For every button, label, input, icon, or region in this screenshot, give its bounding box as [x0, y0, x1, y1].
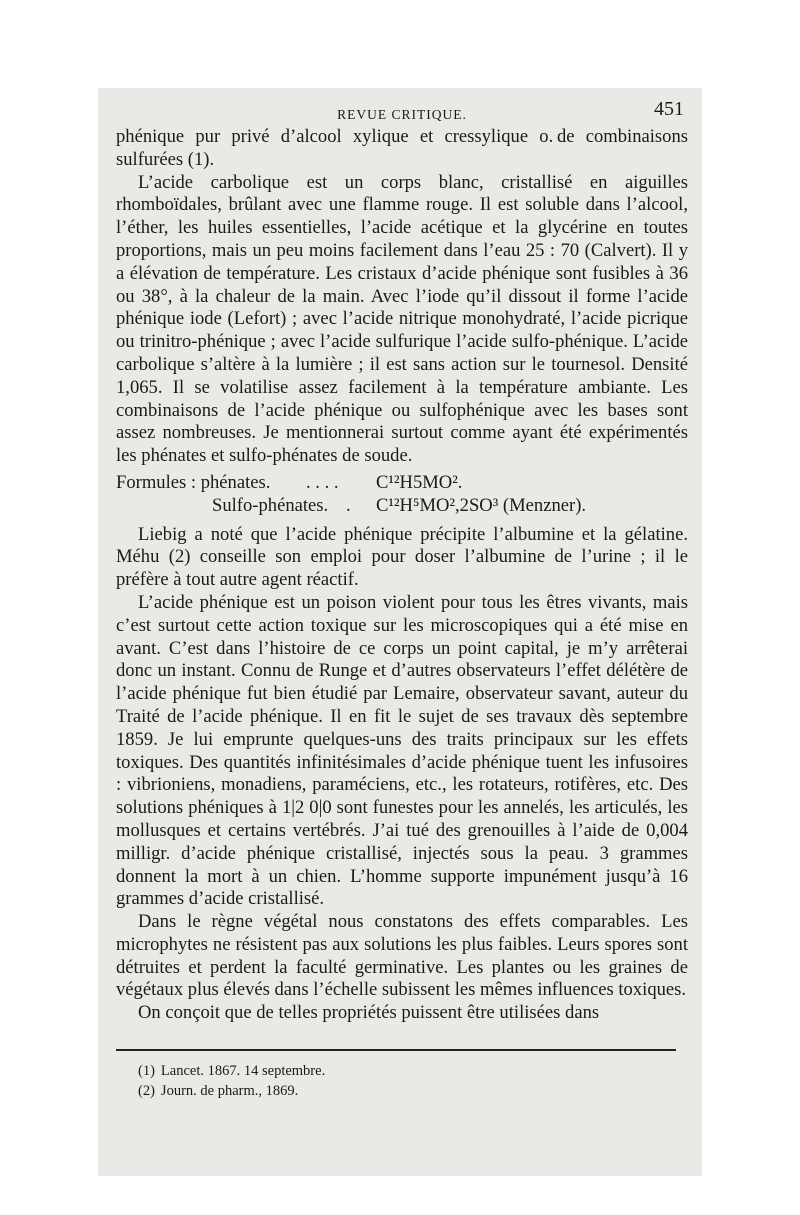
footnote-divider [116, 1049, 676, 1051]
running-title: REVUE CRITIQUE. [337, 107, 467, 122]
running-header [116, 98, 688, 122]
footnote-text: Journ. de pharm., 1869. [160, 1083, 299, 1100]
paragraph-vegetal: Dans le règne végétal nous constatons des effets comparables. Les microphytes ne résistent pas aux solutions les plus faibles. Leurs spores sont détruites et perdent la faculté germinative. Les plantes ou les graines de végétaux plus élevés dans l’échelle subissent les mêmes influences toxiques. [116, 911, 688, 1001]
formula-dots: . . . . [306, 471, 339, 493]
formula-row-phenates [116, 472, 688, 495]
paragraph-poison: L’acide phénique est un poison violent pour tous les êtres vivants, mais c’est surtout cette action toxique sur les microscopiques qui a été mise en avant. C’est dans l’histoire de ce corps un point capital, je m’y arrêterai donc un instant. Connu de Runge et d’autres observateurs l’effet délétère de l’acide phénique fut bien étudié par Lemaire, observateur savant, auteur du Traité de l’acide phénique. Il en fit le sujet de ses travaux dès septembre 1859. Je lui emprunte quelques-uns des traits principaux sur les effets toxiques. Des quantités infinitésimales d’acide phénique tuent les infusoires : vibrioniens, monadiens, paraméciens, etc., les rotateurs, rotifères, etc. Des solutions phéniques à 1|2 0|0 sont funestes pour les annelés, les articulés, les mollusques et certains vertébrés. J’ai tué des grenouilles à l’aide de 0,004 milligr. d’acide phénique cristallisé, injectés sous la peau. 3 grammes donnent la mort à un chien. L’homme supporte impunément jusqu’à 16 grammes d’acide cristallisé. [116, 591, 688, 910]
footnote-2 [138, 1081, 688, 1101]
formula-row-sulfophenates [116, 495, 688, 518]
paragraph-final-line: On conçoit que de telles propriétés puissent être utilisées dans [138, 1002, 600, 1024]
formula-value: C¹²H5MO². [376, 471, 463, 493]
page-number: 451 [654, 98, 684, 120]
footnote-mark: (2) [138, 1083, 155, 1100]
footnote-mark: (1) [138, 1063, 155, 1080]
document-page [116, 98, 688, 1101]
formula-dots: . [346, 494, 351, 516]
paragraph-continuation: phénique pur privé d’alcool xylique et cressylique o. de combinaisons sulfurées (1). [116, 126, 688, 170]
formula-label: Formules : phénates. [116, 471, 271, 493]
footnote-text: Lancet. 1867. 14 septembre. [160, 1063, 326, 1080]
footnotes [116, 1061, 688, 1101]
formulae-block [116, 472, 688, 518]
paragraph-liebig: Liebig a noté que l’acide phénique précipite l’albumine et la gélatine. Méhu (2) conseille son emploi pour doser l’albumine de l’urine ; il le préfère à tout autre agent réactif. [116, 523, 688, 591]
footnote-1 [138, 1061, 688, 1081]
paragraph-carbolic-acid: L’acide carbolique est un corps blanc, cristallisé en aiguilles rhomboïdales, brûlant avec une flamme rouge. Il est soluble dans l’alcool, l’éther, les huiles essentielles, l’acide acétique et la glycérine en toutes proportions, mais un peu moins facilement dans l’eau 25 : 70 (Calvert). Il y a élévation de température. Les cristaux d’acide phénique sont fusibles à 36 ou 38°, à la chaleur de la main. Avec l’iode qu’il dissout il forme l’acide phénique iode (Lefort) ; avec l’acide nitrique monohydraté, l’acide picrique ou trinitro-phénique ; avec l’acide sulfurique l’acide sulfo-phénique. L’acide carbolique s’altère à la lumière ; il est sans action sur le tournesol. Densité 1,065. Il se volatilise assez facilement à la température ambiante. Les combinaisons de l’acide phénique ou sulfophénique avec les bases sont assez nombreuses. Je mentionnerai surtout comme ayant été expérimentés les phénates et sulfo-phénates de soude. [116, 171, 688, 467]
formula-label: Sulfo-phénates. [212, 494, 329, 516]
formula-value: C¹²H⁵MO²,2SO³ (Menzner). [376, 494, 587, 516]
